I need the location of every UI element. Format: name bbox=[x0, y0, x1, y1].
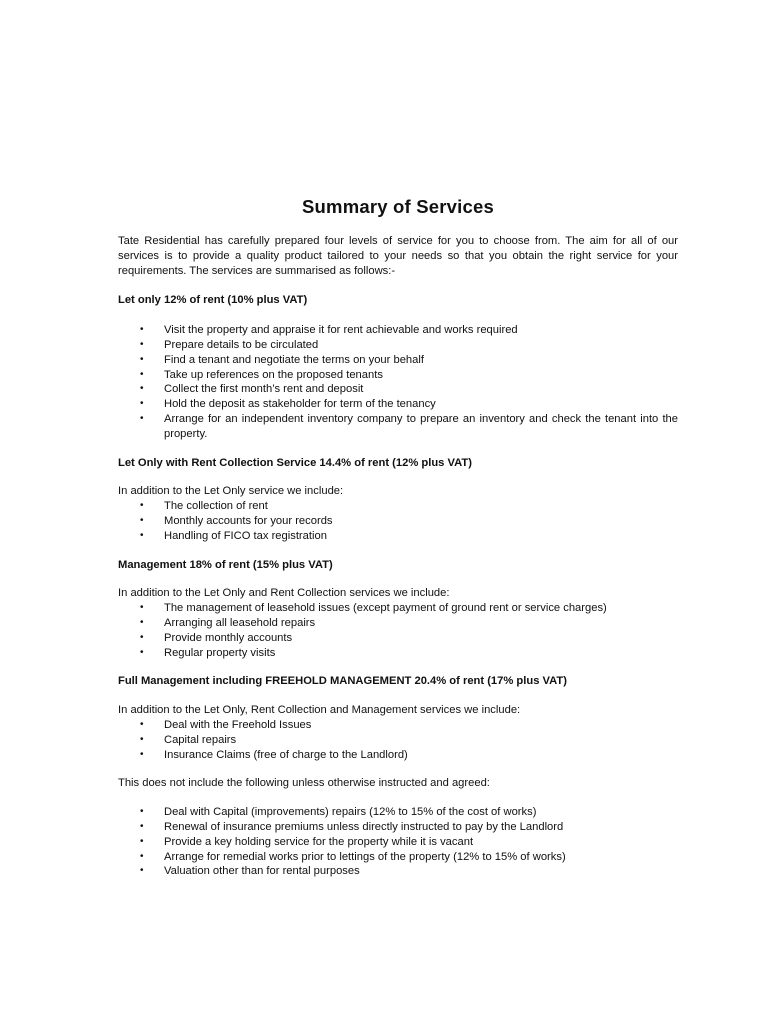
list-item: • Valuation other than for rental purposes bbox=[140, 865, 360, 878]
intro-paragraph: Tate Residential has carefully prepared four levels of service for you to choose from. The aim for all of our services is to provide a quality product tailored to your needs so that you obtain the right service for your requirements. The services are summarised as follows:- bbox=[118, 235, 678, 277]
bullet-icon: • bbox=[140, 835, 144, 847]
bullet-icon: • bbox=[140, 631, 144, 643]
list-item: • Arrange for remedial works prior to lettings of the property (12% to 15% of works) bbox=[140, 850, 566, 863]
bullet-icon: • bbox=[140, 324, 144, 336]
list-item: • Deal with Capital (improvements) repairs (12% to 15% of the cost of works) bbox=[140, 806, 537, 819]
list-item: • Regular property visits bbox=[140, 646, 276, 659]
list-item: • Handling of FICO tax registration bbox=[140, 529, 327, 542]
list-item: • Collect the first month’s rent and deposit bbox=[140, 383, 364, 396]
bullet-icon: • bbox=[140, 338, 144, 350]
list-item: • Insurance Claims (free of charge to the Landlord) bbox=[140, 748, 408, 761]
bullet-icon: • bbox=[140, 602, 144, 614]
bullet-icon: • bbox=[140, 733, 144, 745]
bullet-icon: • bbox=[140, 398, 144, 410]
exclusions-list bbox=[118, 805, 678, 879]
section-lead: In addition to the Let Only service we include: bbox=[118, 485, 344, 498]
list-item: • Hold the deposit as stakeholder for term of the tenancy bbox=[140, 398, 436, 411]
section-heading-rent-collection: Let Only with Rent Collection Service 14.4% of rent (12% plus VAT) bbox=[118, 456, 472, 469]
bullet-icon: • bbox=[140, 383, 144, 395]
bullet-icon: • bbox=[140, 368, 144, 380]
section-lead: In addition to the Let Only and Rent Collection services we include: bbox=[118, 587, 450, 600]
list-item: • Take up references on the proposed tenants bbox=[140, 368, 383, 381]
bullet-icon: • bbox=[140, 412, 144, 424]
bullet-icon: • bbox=[140, 748, 144, 760]
section-heading-let-only: Let only 12% of rent (10% plus VAT) bbox=[118, 294, 308, 307]
rent-collection-list bbox=[118, 499, 678, 543]
section-lead: In addition to the Let Only, Rent Collection and Management services we include: bbox=[118, 704, 521, 717]
bullet-icon: • bbox=[140, 820, 144, 832]
list-item: • Arrange for an independent inventory company to prepare an inventory and check the tenant into the property. bbox=[140, 412, 678, 440]
list-item: • Prepare details to be circulated bbox=[140, 338, 319, 351]
management-list bbox=[118, 601, 678, 660]
page-title: Summary of Services bbox=[302, 196, 494, 217]
bullet-icon: • bbox=[140, 616, 144, 628]
section-heading-management: Management 18% of rent (15% plus VAT) bbox=[118, 558, 333, 571]
list-item: • Find a tenant and negotiate the terms on your behalf bbox=[140, 353, 424, 366]
list-item: • Renewal of insurance premiums unless directly instructed to pay by the Landlord bbox=[140, 820, 564, 833]
bullet-icon: • bbox=[140, 865, 144, 877]
list-item: • Arranging all leasehold repairs bbox=[140, 616, 316, 629]
document-body bbox=[118, 195, 678, 879]
list-item: • Provide a key holding service for the property while it is vacant bbox=[140, 835, 474, 848]
list-item: • The management of leasehold issues (except payment of ground rent or service charges) bbox=[140, 602, 607, 615]
bullet-icon: • bbox=[140, 500, 144, 512]
list-item: • Provide monthly accounts bbox=[140, 631, 293, 644]
list-item: • Monthly accounts for your records bbox=[140, 514, 333, 527]
bullet-icon: • bbox=[140, 353, 144, 365]
list-item: • Visit the property and appraise it for rent achievable and works required bbox=[140, 324, 518, 337]
list-item: • The collection of rent bbox=[140, 500, 268, 513]
list-item: • Capital repairs bbox=[140, 733, 237, 746]
let-only-list bbox=[118, 323, 678, 441]
bullet-icon: • bbox=[140, 718, 144, 730]
full-management-list bbox=[118, 718, 678, 762]
bullet-icon: • bbox=[140, 646, 144, 658]
bullet-icon: • bbox=[140, 850, 144, 862]
bullet-icon: • bbox=[140, 529, 144, 541]
section-heading-full-management: Full Management including FREEHOLD MANAGEMENT 20.4% of rent (17% plus VAT) bbox=[118, 675, 567, 688]
bullet-icon: • bbox=[140, 806, 144, 818]
bullet-icon: • bbox=[140, 514, 144, 526]
list-item: • Deal with the Freehold Issues bbox=[140, 718, 312, 731]
exclusions-lead: This does not include the following unless otherwise instructed and agreed: bbox=[118, 777, 490, 790]
